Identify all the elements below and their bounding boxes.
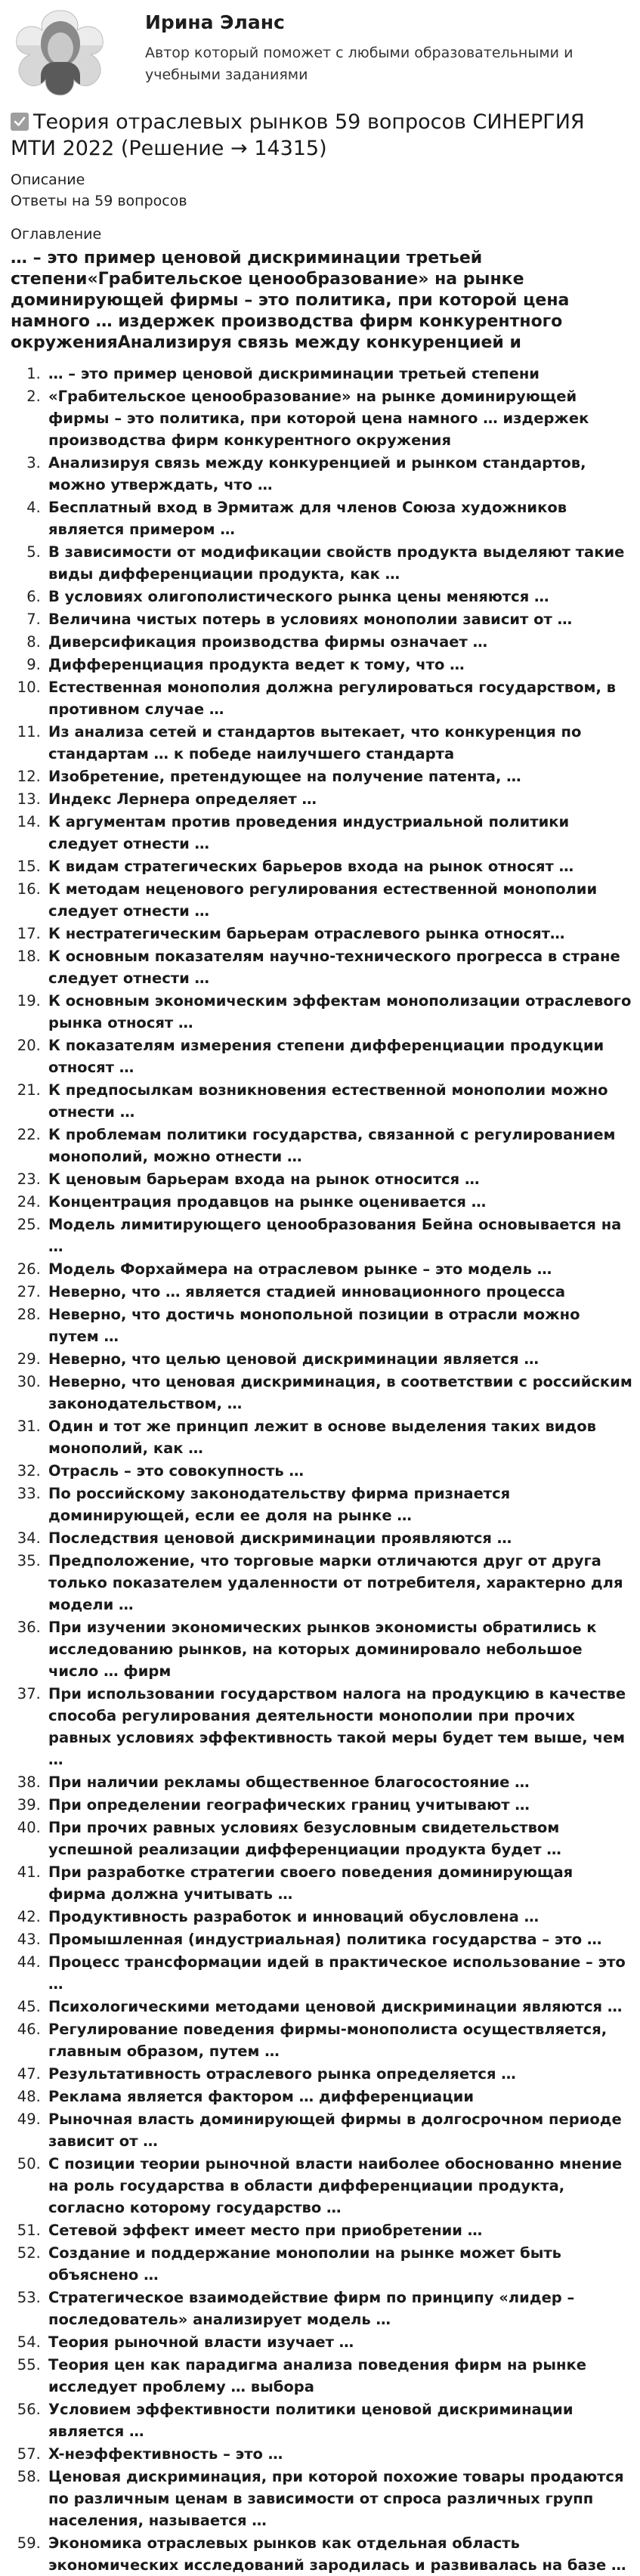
toc-item[interactable]: 24. Концентрация продавцов на рынке оценивается … xyxy=(45,1191,635,1213)
toc-item[interactable]: 14. К аргументам против проведения индустриальной политики следует отнести … xyxy=(45,811,635,855)
toc-item[interactable]: 6. В условиях олигополистического рынка цены меняются … xyxy=(45,586,635,608)
toc-item[interactable]: 23. К ценовым барьерам входа на рынок относится … xyxy=(45,1168,635,1190)
toc-item[interactable]: 54. Теория рыночной власти изучает … xyxy=(45,2331,635,2353)
toc-item[interactable]: 57. X-неэффективность – это … xyxy=(45,2443,635,2465)
toc-item[interactable]: 19. К основным экономическим эффектам монополизации отраслевого рынка относят … xyxy=(45,990,635,1034)
toc-item[interactable]: 27. Неверно, что … является стадией инновационного процесса xyxy=(45,1281,635,1303)
toc-item[interactable]: 7. Величина чистых потерь в условиях монополии зависит от … xyxy=(45,608,635,630)
toc-title: … – это пример ценовой дискриминации третьей степени«Грабительское ценообразование» на рынке доминирующей фирмы – это политика, при которой цена намного … издержек производства фирм конкурентного окруженияАнализируя связь между конкуренцией и xyxy=(11,249,570,352)
toc-item[interactable]: 5. В зависимости от модификации свойств продукта выделяют такие виды дифференциации продукта, как … xyxy=(45,541,635,585)
toc-item[interactable]: 26. Модель Форхаймера на отраслевом рынке – это модель … xyxy=(45,1258,635,1280)
toc-item[interactable]: 48. Реклама является фактором … дифференциации xyxy=(45,2086,635,2107)
author-name[interactable]: Ирина Эланс xyxy=(145,11,285,33)
checkmark-icon xyxy=(11,113,29,131)
toc-item[interactable]: 1. … – это пример ценовой дискриминации третьей степени xyxy=(45,363,635,385)
toc-item[interactable]: 42. Продуктивность разработок и инноваций обусловлена … xyxy=(45,1906,635,1928)
toc-item[interactable]: 38. При наличии рекламы общественное благосостояние … xyxy=(45,1771,635,1793)
toc-item[interactable]: 4. Бесплатный вход в Эрмитаж для членов Союза художников является примером … xyxy=(45,496,635,540)
description-label: Описание xyxy=(11,172,85,188)
toc-label: Оглавление xyxy=(11,226,102,243)
toc-item[interactable]: 18. К основным показателям научно-технического прогресса в стране следует отнести … xyxy=(45,945,635,989)
toc-item[interactable]: 21. К предпосылкам возникновения естественной монополии можно отнести … xyxy=(45,1079,635,1123)
toc-item[interactable]: 20. К показателям измерения степени дифференциации продукции относят … xyxy=(45,1034,635,1078)
toc-item[interactable]: 53. Стратегическое взаимодействие фирм по принципу «лидер – последователь» анализирует модель … xyxy=(45,2287,635,2330)
page-title xyxy=(11,109,629,162)
toc-item[interactable]: 28. Неверно, что достичь монопольной позиции в отрасли можно путем … xyxy=(45,1303,635,1347)
toc-item[interactable]: 15. К видам стратегических барьеров входа на рынок относят … xyxy=(45,855,635,877)
toc-item[interactable]: 34. Последствия ценовой дискриминации проявляются … xyxy=(45,1527,635,1549)
toc-item[interactable]: 49. Рыночная власть доминирующей фирмы в долгосрочном периоде зависит от … xyxy=(45,2108,635,2152)
toc-item[interactable]: 43. Промышленная (индустриальная) политика государства – это … xyxy=(45,1928,635,1950)
toc-item[interactable]: 17. К нестратегическим барьерам отраслевого рынка относят… xyxy=(45,923,635,945)
toc-item[interactable]: 45. Психологическими методами ценовой дискриминации являются … xyxy=(45,1996,635,2018)
description-text: Ответы на 59 вопросов xyxy=(11,193,187,209)
toc-item[interactable]: 58. Ценовая дискриминация, при которой похожие товары продаются по различным ценам в зависимости от спроса различных групп населения, называется … xyxy=(45,2466,635,2531)
toc-item[interactable]: 41. При разработке стратегии своего поведения доминирующая фирма должна учитывать … xyxy=(45,1861,635,1905)
toc-item[interactable]: 51. Сетевой эффект имеет место при приобретении … xyxy=(45,2219,635,2241)
author-info xyxy=(145,11,614,86)
toc-item[interactable]: 16. К методам неценового регулирования естественной монополии следует отнести … xyxy=(45,878,635,922)
toc-item[interactable]: 13. Индекс Лернера определяет … xyxy=(45,788,635,810)
toc-item[interactable]: 33. По российскому законодательству фирма признается доминирующей, если ее доля на рынке … xyxy=(45,1483,635,1526)
toc-item[interactable]: 47. Результативность отраслевого рынка определяется … xyxy=(45,2063,635,2085)
page-title-text: Теория отраслевых рынков 59 вопросов СИНЕРГИЯ МТИ 2022 (Решение → 14315) xyxy=(11,110,585,160)
toc-item[interactable]: 46. Регулирование поведения фирмы-монополиста осуществляется, главным образом, путем … xyxy=(45,2018,635,2062)
author-block xyxy=(11,8,629,104)
toc-item[interactable]: 40. При прочих равных условиях безусловным свидетельством успешной реализации дифференциации продукта будет … xyxy=(45,1817,635,1860)
toc-item[interactable]: 25. Модель лимитирующего ценообразования Бейна основывается на … xyxy=(45,1214,635,1257)
toc-item[interactable]: 44. Процесс трансформации идей в практическое использование – это … xyxy=(45,1951,635,1995)
toc-item[interactable]: 8. Диверсификация производства фирмы означает … xyxy=(45,631,635,653)
toc-item[interactable]: 50. С позиции теории рыночной власти наиболее обоснованно мнение на роль государства в области дифференциации продукта, согласно которому государство … xyxy=(45,2153,635,2219)
toc-list xyxy=(11,363,635,2576)
toc-item[interactable]: 22. К проблемам политики государства, связанной с регулированием монополий, можно отнести … xyxy=(45,1124,635,1167)
toc-item[interactable]: 3. Анализируя связь между конкуренцией и рынком стандартов, можно утверждать, что … xyxy=(45,452,635,496)
toc-item[interactable]: 39. При определении географических границ учитывают … xyxy=(45,1794,635,1816)
toc-item[interactable]: 55. Теория цен как парадигма анализа поведения фирм на рынке исследует проблему … выбора xyxy=(45,2354,635,2398)
toc-item[interactable]: 30. Неверно, что ценовая дискриминация, в соответствии с российским законодательством, … xyxy=(45,1371,635,1415)
author-description: Автор который поможет с любыми образовательными и учебными заданиями xyxy=(145,45,574,83)
toc-item[interactable]: 11. Из анализа сетей и стандартов вытекает, что конкуренция по стандартам … к победе наилучшего стандарта xyxy=(45,721,635,765)
toc-item[interactable]: 37. При использовании государством налога на продукцию в качестве способа регулирования деятельности монополии при прочих равных условиях эффективность такой меры будет тем выше, чем … xyxy=(45,1683,635,1770)
toc-item[interactable]: 2. «Грабительское ценообразование» на рынке доминирующей фирмы – это политика, при которой цена намного … издержек производства фирм конкурентного окружения xyxy=(45,385,635,451)
toc-item[interactable]: 36. При изучении экономических рынков экономисты обратились к исследованию рынков, на которых доминировало небольшое число … фирм xyxy=(45,1616,635,1682)
toc-item[interactable]: 52. Создание и поддержание монополии на рынке может быть объяснено … xyxy=(45,2242,635,2286)
toc-item[interactable]: 59. Экономика отраслевых рынков как отдельная область экономических исследований зародилась и развивалась на базе … xyxy=(45,2532,635,2576)
author-avatar[interactable] xyxy=(8,8,113,97)
toc-item[interactable]: 31. Один и тот же принцип лежит в основе выделения таких видов монополий, как … xyxy=(45,1415,635,1459)
toc-item[interactable]: 29. Неверно, что целью ценовой дискриминации является … xyxy=(45,1348,635,1370)
toc-item[interactable]: 12. Изобретение, претендующее на получение патента, … xyxy=(45,765,635,787)
toc-item[interactable]: 56. Условием эффективности политики ценовой дискриминации является … xyxy=(45,2398,635,2442)
toc-item[interactable]: 32. Отрасль – это совокупность … xyxy=(45,1460,635,1482)
toc-item[interactable]: 9. Дифференциация продукта ведет к тому, что … xyxy=(45,654,635,676)
toc-item[interactable]: 10. Естественная монополия должна регулироваться государством, в противном случае … xyxy=(45,676,635,720)
toc-item[interactable]: 35. Предположение, что торговые марки отличаются друг от друга только показателем удаленности от потребителя, характерно для модели … xyxy=(45,1550,635,1616)
